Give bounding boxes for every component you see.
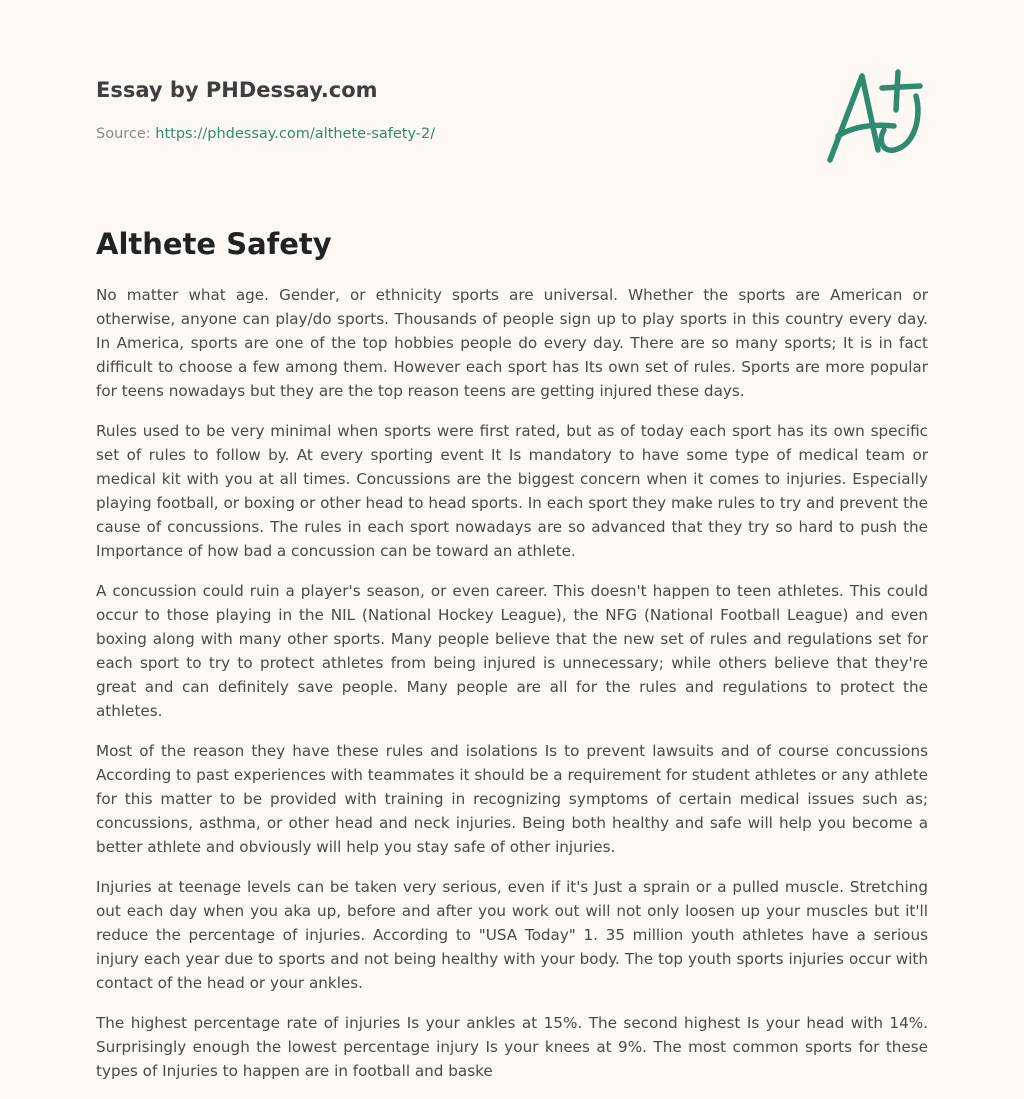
source-link[interactable]: https://phdessay.com/althete-safety-2/ — [155, 126, 436, 142]
a-plus-grade-icon — [822, 66, 926, 166]
essay-body — [96, 283, 928, 1099]
source-label: Source: — [96, 126, 156, 142]
site-title: Essay by PHDessay.com — [96, 78, 378, 102]
essay-paragraph: A concussion could ruin a player's season, or even career. This doesn't happen to teen athletes. This could occur to those playing in the NIL (National Hockey League), the NFG (National Football League) and even boxing along with many other sports. Many people believe that the new set of rules and regulations set for each sport to try to protect athletes from being injured is unnecessary; while others believe that they're great and can definitely save people. Many people are all for the rules and regulations to protect the athletes. — [96, 582, 928, 720]
essay-title: Althete Safety — [96, 227, 332, 261]
essay-paragraph: Most of the reason they have these rules and isolations Is to prevent lawsuits and of course concussions According to past experiences with teammates it should be a requirement for student athletes or any athlete for this matter to be provided with training in recognizing symptoms of certain medical issues such as; concussions, asthma, or other head and neck injuries. Being both healthy and safe will help you become a better athlete and obviously will help you stay safe of other injuries. — [96, 742, 928, 856]
essay-paragraph: Rules used to be very minimal when sports were first rated, but as of today each sport has its own specific set of rules to follow by. At every sporting event It Is mandatory to have some type of medical team or medical kit with you at all times. Concussions are the biggest concern when it comes to injuries. Especially playing football, or boxing or other head to head sports. In each sport they make rules to try and prevent the cause of concussions. The rules in each sport nowadays are so advanced that they try so hard to push the Importance of how bad a concussion can be toward an athlete. — [96, 422, 928, 560]
essay-paragraph: No matter what age. Gender, or ethnicity sports are universal. Whether the sports are American or otherwise, anyone can play/do sports. Thousands of people sign up to play sports in this country every day. In America, sports are one of the top hobbies people do every day. There are so many sports; It is in fact difficult to choose a few among them. However each sport has Its own set of rules. Sports are more popular for teens nowadays but they are the top reason teens are getting injured these days. — [96, 286, 928, 400]
essay-paragraph: The highest percentage rate of injuries Is your ankles at 15%. The second highest Is your head with 14%. Surprisingly enough the lowest percentage injury Is your knees at 9%. The most common sports for these types of Injuries to happen are in football and baske — [96, 1014, 928, 1080]
essay-paragraph: Injuries at teenage levels can be taken very serious, even if it's Just a sprain or a pulled muscle. Stretching out each day when you aka up, before and after you work out will not only loosen up your muscles but it'll reduce the percentage of injuries. According to "USA Today" 1. 35 million youth athletes have a serious injury each year due to sports and not being healthy with your body. The top youth sports injuries occur with contact of the head or your ankles. — [96, 878, 928, 992]
source-line — [96, 124, 435, 144]
